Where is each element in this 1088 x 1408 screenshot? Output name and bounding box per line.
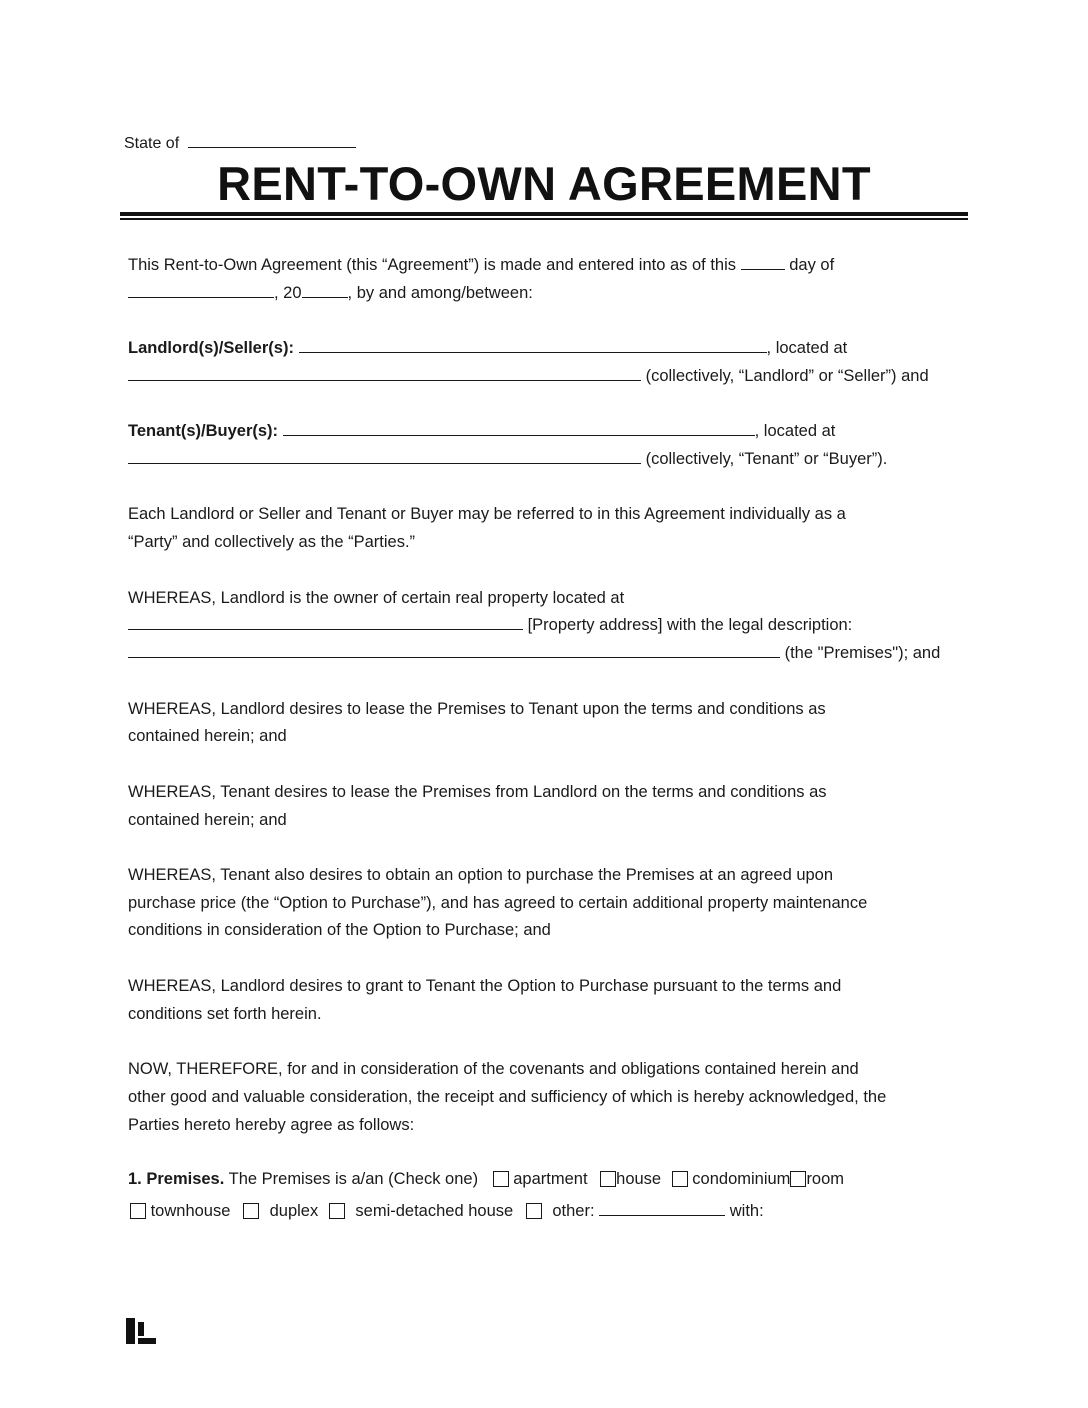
now-line-1: NOW, THEREFORE, for and in consideration of the covenants and obligations contained herein and: [128, 1060, 859, 1078]
option-house: house: [616, 1170, 662, 1188]
option-duplex: duplex: [269, 1202, 319, 1220]
landlord-address-blank[interactable]: [128, 366, 641, 381]
intro-text-2a: , 20: [274, 284, 302, 302]
premises-heading: 1. Premises.: [128, 1170, 225, 1188]
checkbox-room[interactable]: [790, 1171, 806, 1187]
whereas1-text-3: (the "Premises"); and: [784, 644, 941, 662]
landlord-collective: (collectively, “Landlord” or “Seller”) and: [645, 367, 929, 385]
lawdistrict-logo-icon: [126, 1318, 156, 1344]
checkbox-apartment[interactable]: [493, 1171, 509, 1187]
tenant-name-blank[interactable]: [283, 421, 755, 436]
title-rule-thick: [120, 212, 968, 216]
document-title: RENT-TO-OWN AGREEMENT: [217, 157, 871, 210]
checkbox-condominium[interactable]: [672, 1171, 688, 1187]
whereas4-line-1: WHEREAS, Tenant also desires to obtain an option to purchase the Premises at an agreed upon: [128, 866, 834, 884]
landlord-line-1: [128, 338, 847, 358]
tenant-line-1: [128, 421, 835, 441]
whereas1-line-2: [128, 615, 852, 635]
whereas2-line-1: WHEREAS, Landlord desires to lease the Premises to Tenant upon the terms and conditions as: [128, 700, 826, 718]
landlord-line-2: [128, 366, 929, 386]
intro-line-1: [128, 255, 834, 275]
intro-text-2b: , by and among/between:: [347, 284, 533, 302]
premises-line-2: [130, 1201, 764, 1221]
option-apartment: apartment: [513, 1170, 588, 1188]
tenant-located: , located at: [754, 422, 836, 440]
option-room: room: [806, 1170, 845, 1188]
now-line-2: other good and valuable consideration, the receipt and sufficiency of which is hereby acknowledged, the: [128, 1088, 887, 1106]
state-label: State of: [124, 135, 180, 152]
year-blank[interactable]: [302, 283, 348, 298]
landlord-label: Landlord(s)/Seller(s):: [128, 339, 294, 357]
tenant-line-2: [128, 449, 887, 469]
checkbox-semi-detached[interactable]: [329, 1203, 345, 1219]
checkbox-townhouse[interactable]: [130, 1203, 146, 1219]
whereas1-line-1: WHEREAS, Landlord is the owner of certain real property located at: [128, 589, 625, 607]
whereas3-line-2: contained herein; and: [128, 811, 287, 829]
whereas5-line-1: WHEREAS, Landlord desires to grant to Tenant the Option to Purchase pursuant to the terms and: [128, 977, 842, 995]
whereas4-line-3: conditions in consideration of the Option to Purchase; and: [128, 921, 551, 939]
landlord-name-blank[interactable]: [299, 338, 767, 353]
premises-with: with:: [729, 1202, 764, 1220]
legal-description-blank[interactable]: [128, 643, 780, 658]
now-line-3: Parties hereto hereby agree as follows:: [128, 1116, 415, 1134]
tenant-collective: (collectively, “Tenant” or “Buyer”).: [645, 450, 888, 468]
intro-text-1a: This Rent-to-Own Agreement (this “Agreement”) is made and entered into as of this: [128, 256, 737, 274]
landlord-located: , located at: [766, 339, 848, 357]
property-address-blank[interactable]: [128, 615, 523, 630]
state-line: [124, 133, 356, 154]
whereas3-line-1: WHEREAS, Tenant desires to lease the Premises from Landlord on the terms and conditions as: [128, 783, 827, 801]
option-townhouse: townhouse: [150, 1202, 231, 1220]
whereas1-text-2: [Property address] with the legal description:: [527, 616, 853, 634]
state-blank[interactable]: [188, 133, 356, 148]
checkbox-house[interactable]: [600, 1171, 616, 1187]
intro-text-1b: day of: [789, 256, 835, 274]
day-blank[interactable]: [741, 255, 785, 270]
checkbox-other[interactable]: [526, 1203, 542, 1219]
whereas5-line-2: conditions set forth herein.: [128, 1005, 322, 1023]
checkbox-duplex[interactable]: [243, 1203, 259, 1219]
whereas1-line-3: [128, 643, 940, 663]
premises-lead: The Premises is a/an (Check one): [228, 1170, 479, 1188]
option-semi-detached: semi-detached house: [355, 1202, 514, 1220]
parties-line-1: Each Landlord or Seller and Tenant or Buyer may be referred to in this Agreement individually as a: [128, 505, 846, 523]
other-blank[interactable]: [599, 1201, 725, 1216]
tenant-label: Tenant(s)/Buyer(s):: [128, 422, 279, 440]
whereas2-line-2: contained herein; and: [128, 727, 287, 745]
intro-line-2: [128, 283, 533, 303]
title-rule-thin: [120, 218, 968, 220]
month-blank[interactable]: [128, 283, 274, 298]
option-other: other:: [552, 1202, 595, 1220]
tenant-address-blank[interactable]: [128, 449, 641, 464]
option-condominium: condominium: [692, 1170, 791, 1188]
whereas4-line-2: purchase price (the “Option to Purchase”), and has agreed to certain additional property maintenance: [128, 894, 868, 912]
parties-line-2: “Party” and collectively as the “Parties.”: [128, 533, 416, 551]
premises-line-1: [128, 1169, 844, 1189]
